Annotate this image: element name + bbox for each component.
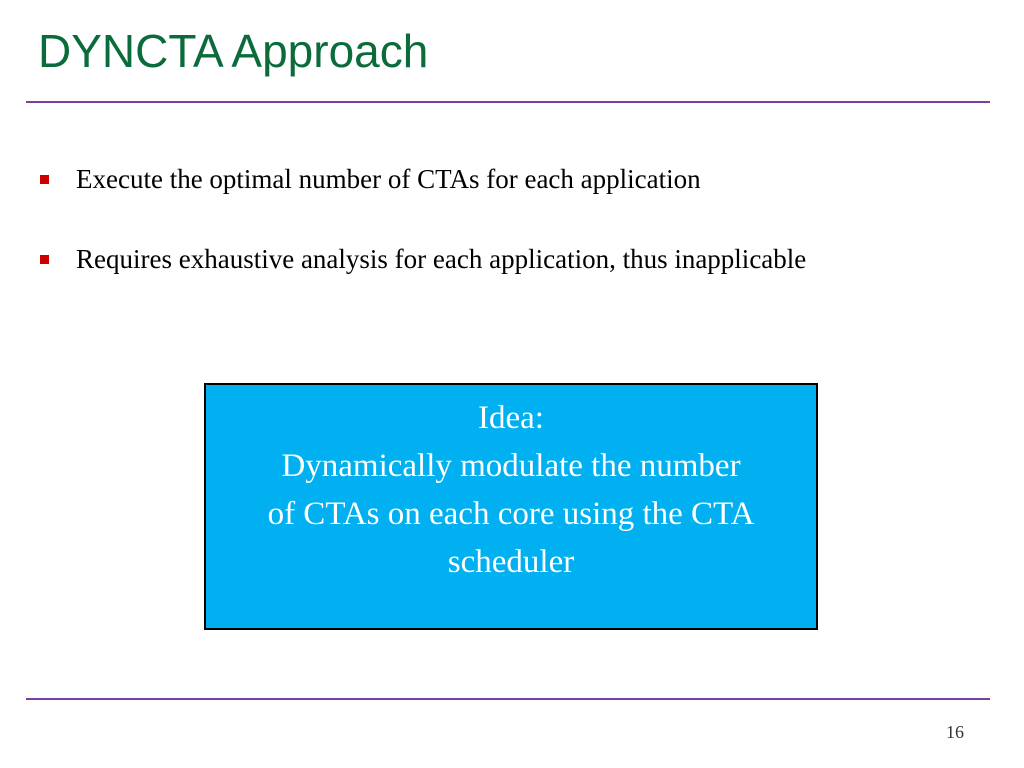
slide-title: DYNCTA Approach: [38, 25, 429, 77]
idea-heading: Idea:: [478, 400, 544, 436]
bullet-text: Execute the optimal number of CTAs for each application: [76, 164, 701, 194]
idea-line: scheduler: [447, 543, 575, 580]
idea-line: of CTAs on each core using the CTA: [267, 495, 755, 532]
idea-box: [204, 383, 818, 630]
bullet-text: Requires exhaustive analysis for each application, thus inapplicable: [76, 243, 807, 274]
page-number: 16: [946, 722, 964, 742]
idea-line: Dynamically modulate the number: [281, 447, 741, 484]
square-bullet-icon: [40, 255, 49, 264]
bullet-item: [40, 160, 940, 200]
title-divider: [26, 101, 990, 103]
bullet-item: [40, 240, 940, 280]
square-bullet-icon: [40, 175, 49, 184]
bullet-list: [40, 160, 940, 320]
footer-divider: [26, 698, 990, 700]
